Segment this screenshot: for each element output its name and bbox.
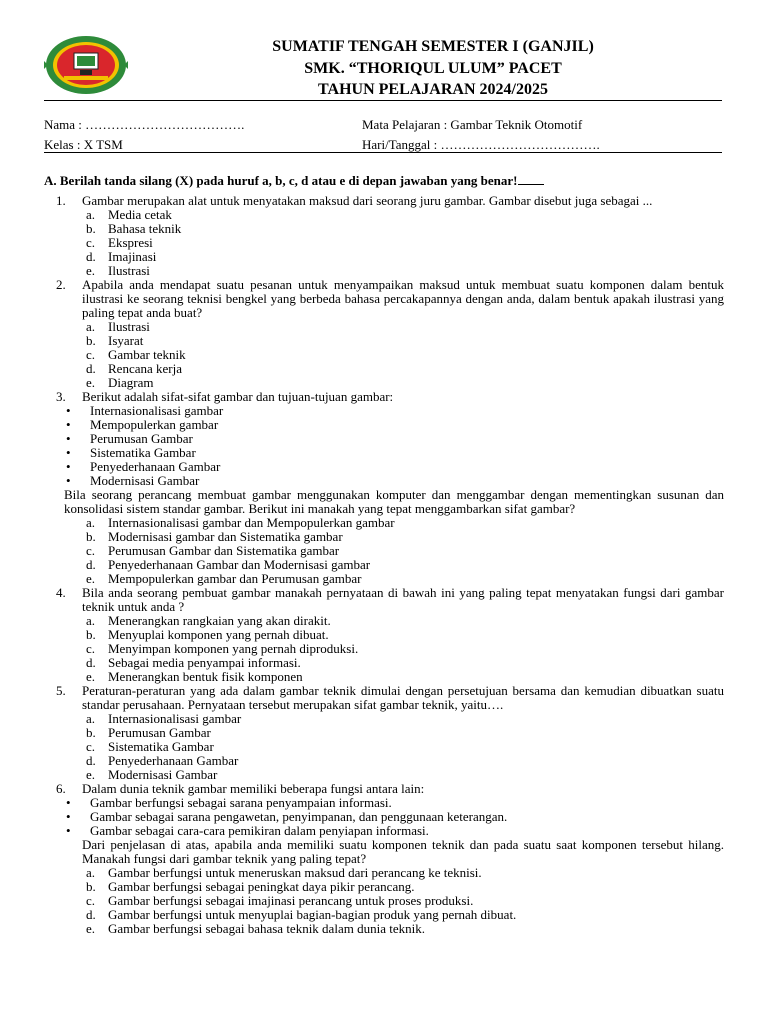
bullet-list [44, 796, 724, 838]
question-text: Dalam dunia teknik gambar memiliki beberapa fungsi antara lain: [82, 781, 425, 796]
option-text: Gambar berfungsi sebagai imajinasi perancang untuk proses produksi. [108, 893, 474, 908]
answer-option[interactable] [44, 922, 724, 936]
question-list [44, 194, 724, 936]
option-letter: a. [86, 207, 96, 222]
option-text: Ilustrasi [108, 319, 150, 334]
answer-options [44, 208, 724, 278]
answer-option[interactable] [44, 754, 724, 768]
answer-option[interactable] [44, 250, 724, 264]
option-letter: e. [86, 767, 96, 782]
bullet-item [44, 432, 724, 446]
answer-option[interactable] [44, 628, 724, 642]
date-field: Hari/Tanggal : ………………………………. [362, 137, 600, 152]
option-text: Penyederhanaan Gambar dan Modernisasi gambar [108, 557, 371, 572]
option-text: Penyederhanaan Gambar [108, 753, 239, 768]
answer-option[interactable] [44, 740, 724, 754]
option-letter: d. [86, 753, 96, 768]
question-text: Peraturan-peraturan yang ada dalam gambar teknik dimulai dengan persetujuan bersama dan kemudian dibuatkan suatu standar perusahaan. Pernyataan tersebut merupakan sifat gambar teknik, yaitu…. [82, 683, 724, 712]
option-text: Internasionalisasi gambar [108, 711, 242, 726]
header-divider [44, 100, 722, 101]
option-text: Modernisasi Gambar [108, 767, 218, 782]
answer-option[interactable] [44, 572, 724, 586]
option-letter: e. [86, 921, 96, 936]
option-letter: b. [86, 725, 96, 740]
answer-option[interactable] [44, 208, 724, 222]
question-item [44, 782, 724, 796]
option-letter: c. [86, 641, 96, 656]
option-letter: a. [86, 613, 96, 628]
option-letter: e. [86, 375, 96, 390]
bullet-item [44, 796, 724, 810]
question-number: 4. [56, 585, 66, 600]
answer-option[interactable] [44, 726, 724, 740]
gear-emblem-icon [44, 36, 128, 94]
answer-option[interactable] [44, 614, 724, 628]
option-text: Menerangkan bentuk fisik komponen [108, 669, 303, 684]
bullet-text: Mempopulerkan gambar [90, 417, 219, 432]
question-text: Gambar merupakan alat untuk menyatakan maksud dari seorang juru gambar. Gambar disebut juga sebagai ... [82, 193, 653, 208]
question-item [44, 684, 724, 712]
bullet-icon: • [66, 445, 71, 460]
bullet-icon: • [66, 795, 71, 810]
option-letter: c. [86, 347, 96, 362]
answer-options [44, 614, 724, 684]
option-letter: b. [86, 221, 96, 236]
answer-options [44, 712, 724, 782]
answer-blank [518, 172, 544, 185]
bullet-item [44, 418, 724, 432]
answer-option[interactable] [44, 348, 724, 362]
option-text: Ilustrasi [108, 263, 150, 278]
option-letter: b. [86, 627, 96, 642]
answer-option[interactable] [44, 908, 724, 922]
question-item [44, 194, 724, 208]
option-text: Menyimpan komponen yang pernah diproduksi. [108, 641, 359, 656]
section-a-title [44, 172, 544, 189]
exam-title: SUMATIF TENGAH SEMESTER I (GANJIL) [272, 38, 594, 55]
option-letter: e. [86, 669, 96, 684]
question-text: Bila anda seorang pembuat gambar manakah pernyataan di bawah ini yang paling tepat menyatakan fungsi dari gambar teknik untuk anda ? [82, 585, 724, 614]
answer-option[interactable] [44, 768, 724, 782]
answer-options [44, 866, 724, 936]
info-divider [44, 152, 722, 153]
answer-option[interactable] [44, 712, 724, 726]
bullet-icon: • [66, 431, 71, 446]
school-name: SMK. “THORIQUL ULUM” PACET [304, 60, 562, 77]
option-letter: a. [86, 515, 96, 530]
bullet-list [44, 404, 724, 488]
academic-year: TAHUN PELAJARAN 2024/2025 [318, 81, 548, 98]
option-letter: c. [86, 893, 96, 908]
bullet-item [44, 460, 724, 474]
option-letter: e. [86, 571, 96, 586]
option-text: Imajinasi [108, 249, 157, 264]
option-text: Ekspresi [108, 235, 153, 250]
bullet-item [44, 810, 724, 824]
option-letter: e. [86, 263, 96, 278]
option-text: Sebagai media penyampai informasi. [108, 655, 301, 670]
bullet-text: Internasionalisasi gambar [90, 403, 224, 418]
option-text: Gambar teknik [108, 347, 186, 362]
question-number: 1. [56, 193, 66, 208]
bullet-icon: • [66, 823, 71, 838]
class-field: Kelas : X TSM [44, 137, 123, 152]
answer-options [44, 516, 724, 586]
bullet-text: Perumusan Gambar [90, 431, 193, 446]
option-letter: c. [86, 235, 96, 250]
option-text: Modernisasi gambar dan Sistematika gambar [108, 529, 343, 544]
answer-option[interactable] [44, 530, 724, 544]
bullet-text: Gambar berfungsi sebagai sarana penyampaian informasi. [90, 795, 392, 810]
option-letter: a. [86, 865, 96, 880]
bullet-text: Modernisasi Gambar [90, 473, 200, 488]
answer-option[interactable] [44, 670, 724, 684]
bullet-text: Gambar sebagai sarana pengawetan, penyimpanan, dan penggunaan keterangan. [90, 809, 508, 824]
option-text: Menerangkan rangkaian yang akan dirakit. [108, 613, 331, 628]
option-text: Mempopulerkan gambar dan Perumusan gambar [108, 571, 362, 586]
answer-option[interactable] [44, 558, 724, 572]
bullet-item [44, 474, 724, 488]
bullet-text: Penyederhanaan Gambar [90, 459, 221, 474]
subject-field: Mata Pelajaran : Gambar Teknik Otomotif [362, 117, 583, 132]
option-letter: d. [86, 249, 96, 264]
option-letter: b. [86, 879, 96, 894]
option-text: Gambar berfungsi untuk menyuplai bagian-bagian produk yang pernah dibuat. [108, 907, 517, 922]
school-logo [44, 34, 128, 96]
option-text: Isyarat [108, 333, 144, 348]
answer-options [44, 320, 724, 390]
question-item [44, 390, 724, 404]
answer-option[interactable] [44, 880, 724, 894]
option-text: Gambar berfungsi sebagai peningkat daya pikir perancang. [108, 879, 415, 894]
student-name-field: Nama : ………………………………. [44, 117, 245, 132]
option-text: Menyuplai komponen yang pernah dibuat. [108, 627, 329, 642]
bullet-item [44, 404, 724, 418]
option-letter: d. [86, 655, 96, 670]
answer-option[interactable] [44, 362, 724, 376]
answer-option[interactable] [44, 236, 724, 250]
option-text: Bahasa teknik [108, 221, 182, 236]
question-number: 6. [56, 781, 66, 796]
option-letter: b. [86, 333, 96, 348]
question-followup-text: Dari penjelasan di atas, apabila anda memiliki suatu komponen teknik dan pada suatu saat komponen tersebut hilang. Manakah fungsi dari gambar teknik yang paling tepat? [82, 837, 724, 866]
bullet-icon: • [66, 417, 71, 432]
answer-option[interactable] [44, 222, 724, 236]
bullet-text: Sistematika Gambar [90, 445, 196, 460]
question-followup-text: Bila seorang perancang membuat gambar menggunakan komputer dan menggambar dengan mementingkan susunan dan konsolidasi sistem standar gambar. Berikut ini manakah yang tepat menggambarkan sifat gambar? [64, 487, 724, 516]
option-text: Rencana kerja [108, 361, 182, 376]
option-letter: d. [86, 907, 96, 922]
option-text: Diagram [108, 375, 154, 390]
section-a-instructions: A. Berilah tanda silang (X) pada huruf a, b, c, d atau e di depan jawaban yang benar! [44, 173, 518, 188]
option-text: Media cetak [108, 207, 172, 222]
answer-option[interactable] [44, 894, 724, 908]
answer-option[interactable] [44, 642, 724, 656]
option-letter: a. [86, 319, 96, 334]
question-text: Apabila anda mendapat suatu pesanan untuk menyampaikan maksud untuk membuat suatu komponen dalam bentuk ilustrasi ke seorang teknisi bengkel yang berbeda bahasa percakapannya dengan anda, dalam bentuk apakah ilustrasi yang paling tepat anda buat? [82, 277, 724, 320]
question-text: Berikut adalah sifat-sifat gambar dan tujuan-tujuan gambar: [82, 389, 394, 404]
option-text: Gambar berfungsi untuk meneruskan maksud dari perancang ke teknisi. [108, 865, 482, 880]
question-item [44, 278, 724, 320]
bullet-icon: • [66, 473, 71, 488]
option-letter: d. [86, 361, 96, 376]
answer-option[interactable] [44, 264, 724, 278]
bullet-item [44, 446, 724, 460]
answer-option[interactable] [44, 320, 724, 334]
answer-option[interactable] [44, 544, 724, 558]
option-letter: d. [86, 557, 96, 572]
bullet-icon: • [66, 809, 71, 824]
question-number: 5. [56, 683, 66, 698]
question-number: 2. [56, 277, 66, 292]
bullet-item [44, 824, 724, 838]
bullet-text: Gambar sebagai cara-cara pemikiran dalam penyiapan informasi. [90, 823, 429, 838]
option-text: Gambar berfungsi sebagai bahasa teknik dalam dunia teknik. [108, 921, 425, 936]
question-number: 3. [56, 389, 66, 404]
option-letter: c. [86, 739, 96, 754]
bullet-icon: • [66, 459, 71, 474]
answer-option[interactable] [44, 334, 724, 348]
answer-option[interactable] [44, 376, 724, 390]
option-text: Perumusan Gambar [108, 725, 211, 740]
option-letter: b. [86, 529, 96, 544]
bullet-icon: • [66, 403, 71, 418]
option-text: Sistematika Gambar [108, 739, 214, 754]
option-text: Perumusan Gambar dan Sistematika gambar [108, 543, 340, 558]
option-letter: a. [86, 711, 96, 726]
answer-option[interactable] [44, 516, 724, 530]
option-text: Internasionalisasi gambar dan Mempopulerkan gambar [108, 515, 395, 530]
option-letter: c. [86, 543, 96, 558]
answer-option[interactable] [44, 866, 724, 880]
answer-option[interactable] [44, 656, 724, 670]
question-item [44, 586, 724, 614]
